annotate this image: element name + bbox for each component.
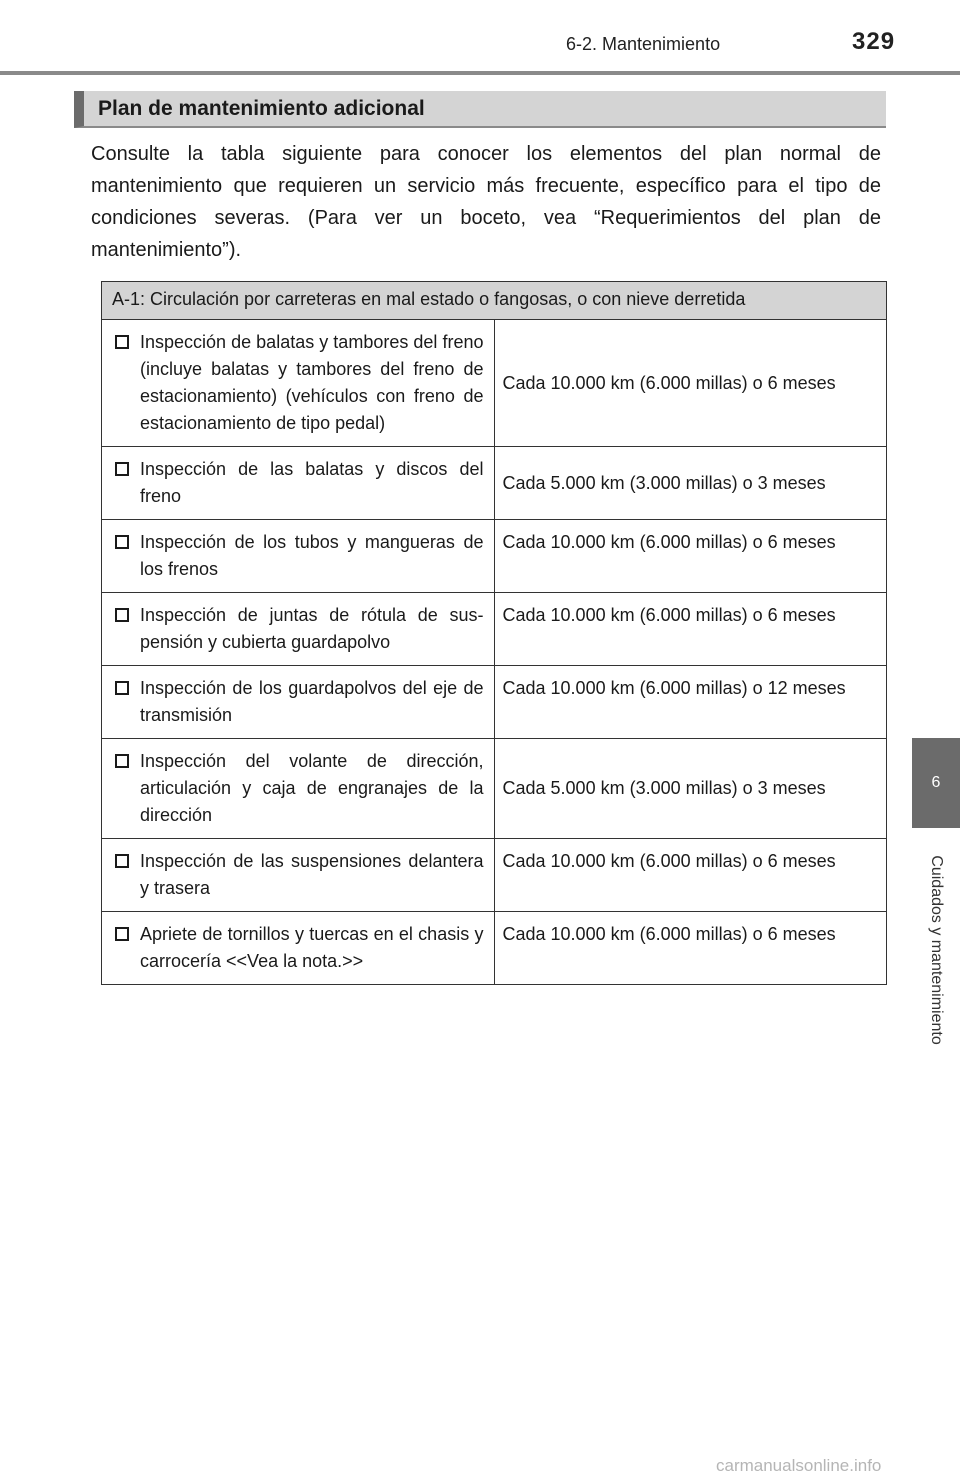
item-text: Inspección de los tubos y mangueras de los frenos bbox=[140, 532, 484, 579]
item-text: Inspección de balatas y tambores del freno (incluye balatas y tambores del freno de estacionamiento) (vehículos con freno de estacionamiento de tipo pedal) bbox=[140, 332, 484, 433]
table-header: A-1: Circulación por carreteras en mal estado o fangosas, o con nieve derretida bbox=[102, 282, 887, 320]
item-text: Inspección de las suspensiones delantera y trasera bbox=[140, 851, 484, 898]
interval-cell: Cada 10.000 km (6.000 millas) o 6 meses bbox=[494, 320, 887, 447]
interval-cell: Cada 10.000 km (6.000 millas) o 6 meses bbox=[494, 839, 887, 912]
watermark: carmanualsonline.info bbox=[716, 1456, 882, 1475]
running-header-section: 6-2. Mantenimiento bbox=[566, 34, 721, 54]
interval-cell: Cada 5.000 km (3.000 millas) o 3 meses bbox=[494, 447, 887, 520]
checkbox-icon bbox=[115, 462, 129, 476]
table-row bbox=[102, 447, 887, 520]
chapter-number: 6 bbox=[931, 774, 941, 791]
item-text: Inspección de los guardapolvos del eje de transmisión bbox=[140, 678, 484, 725]
item-text: Inspección del volante de dirección, articulación y caja de engranajes de la dirección bbox=[140, 751, 484, 825]
checkbox-icon bbox=[115, 854, 129, 868]
item-text: Inspección de las balatas y discos del freno bbox=[140, 459, 484, 506]
item-cell bbox=[102, 320, 495, 447]
checkbox-icon bbox=[115, 608, 129, 622]
table-row bbox=[102, 593, 887, 666]
interval-cell: Cada 10.000 km (6.000 millas) o 6 meses bbox=[494, 593, 887, 666]
table-row bbox=[102, 520, 887, 593]
item-cell bbox=[102, 666, 495, 739]
checkbox-icon bbox=[115, 535, 129, 549]
checkbox-icon bbox=[115, 754, 129, 768]
header-divider bbox=[0, 71, 960, 75]
maintenance-table bbox=[101, 281, 887, 985]
checkbox-icon bbox=[115, 927, 129, 941]
item-cell bbox=[102, 739, 495, 839]
intro-paragraph: Consulte la tabla siguiente para conocer los elementos del plan normal de mantenimiento que requieren un servicio más frecuente, específico para el tipo de condiciones severas. (Para ver un boceto, vea “Requerimientos del plan de mantenimiento”). bbox=[91, 143, 881, 261]
item-cell bbox=[102, 593, 495, 666]
table-row bbox=[102, 912, 887, 985]
table-header-row bbox=[102, 282, 887, 320]
interval-cell: Cada 10.000 km (6.000 millas) o 6 meses bbox=[494, 520, 887, 593]
item-cell bbox=[102, 839, 495, 912]
item-cell bbox=[102, 912, 495, 985]
item-cell bbox=[102, 447, 495, 520]
table-row bbox=[102, 320, 887, 447]
page-number: 329 bbox=[852, 28, 896, 55]
table-row bbox=[102, 839, 887, 912]
interval-cell: Cada 10.000 km (6.000 millas) o 12 meses bbox=[494, 666, 887, 739]
interval-cell: Cada 5.000 km (3.000 millas) o 3 meses bbox=[494, 739, 887, 839]
section-heading bbox=[74, 91, 886, 128]
checkbox-icon bbox=[115, 681, 129, 695]
chapter-title: Cuidados y mantenimiento bbox=[928, 855, 945, 1045]
item-text: Inspección de juntas de rótula de sus-pensión y cubierta guardapolvo bbox=[140, 605, 484, 652]
section-title: Plan de mantenimiento adicional bbox=[98, 96, 425, 120]
checkbox-icon bbox=[115, 335, 129, 349]
item-text: Apriete de tornillos y tuercas en el chasis y carrocería <<Vea la nota.>> bbox=[140, 924, 484, 971]
item-cell bbox=[102, 520, 495, 593]
table-row bbox=[102, 739, 887, 839]
interval-cell: Cada 10.000 km (6.000 millas) o 6 meses bbox=[494, 912, 887, 985]
table-row bbox=[102, 666, 887, 739]
chapter-tab[interactable] bbox=[912, 738, 960, 828]
